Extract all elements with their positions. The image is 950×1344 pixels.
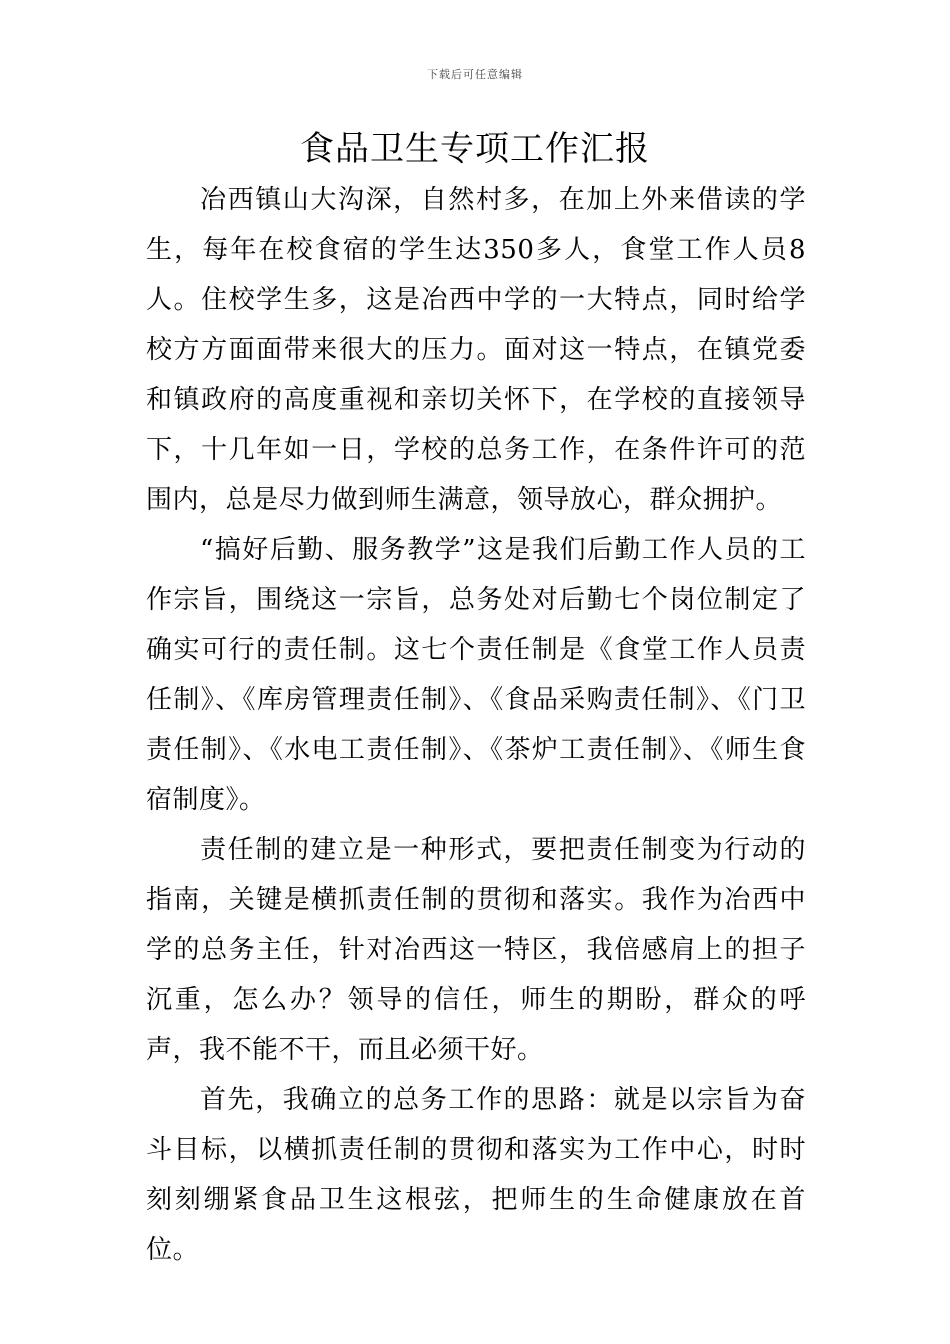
document-title: 食品卫生专项工作汇报 <box>300 129 650 169</box>
paragraph-3: 责任制的建立是一种形式，要把责任制变为行动的指南，关键是横抓责任制的贯彻和落实。我作为冶西中学的总务主任，针对冶西这一特区，我倍感肩上的担子沉重，怎么办？领导的信任，师生的期盼，群众的呼声，我不能不干，而且必须干好。 <box>146 835 806 1065</box>
paragraph-2: “搞好后勤、服务教学”这是我们后勤工作人员的工作宗旨，围绕这一宗旨，总务处对后勤七个岗位制定了确实可行的责任制。这七个责任制是《食堂工作人员责任制》、《库房管理责任制》、《食品采购责任制》、《门卫责任制》、《水电工责任制》、《茶炉工责任制》、《师生食宿制度》。 <box>146 535 806 815</box>
header-note: 下载后可任意编辑 <box>427 68 523 81</box>
paragraph-1: 冶西镇山大沟深，自然村多，在加上外来借读的学生，每年在校食宿的学生达350多人，食堂工作人员8人。住校学生多，这是冶西中学的一大特点，同时给学校方方面面带来很大的压力。面对这一特点，在镇党委和镇政府的高度重视和亲切关怀下，在学校的直接领导下，十几年如一日，学校的总务工作，在条件许可的范围内，总是尽力做到师生满意，领导放心，群众拥护。 <box>146 185 806 515</box>
paragraph-4: 首先，我确立的总务工作的思路：就是以宗旨为奋斗目标，以横抓责任制的贯彻和落实为工作中心，时时刻刻绷紧食品卫生这根弦，把师生的生命健康放在首位。 <box>146 1085 806 1265</box>
document-body <box>146 175 806 1275</box>
